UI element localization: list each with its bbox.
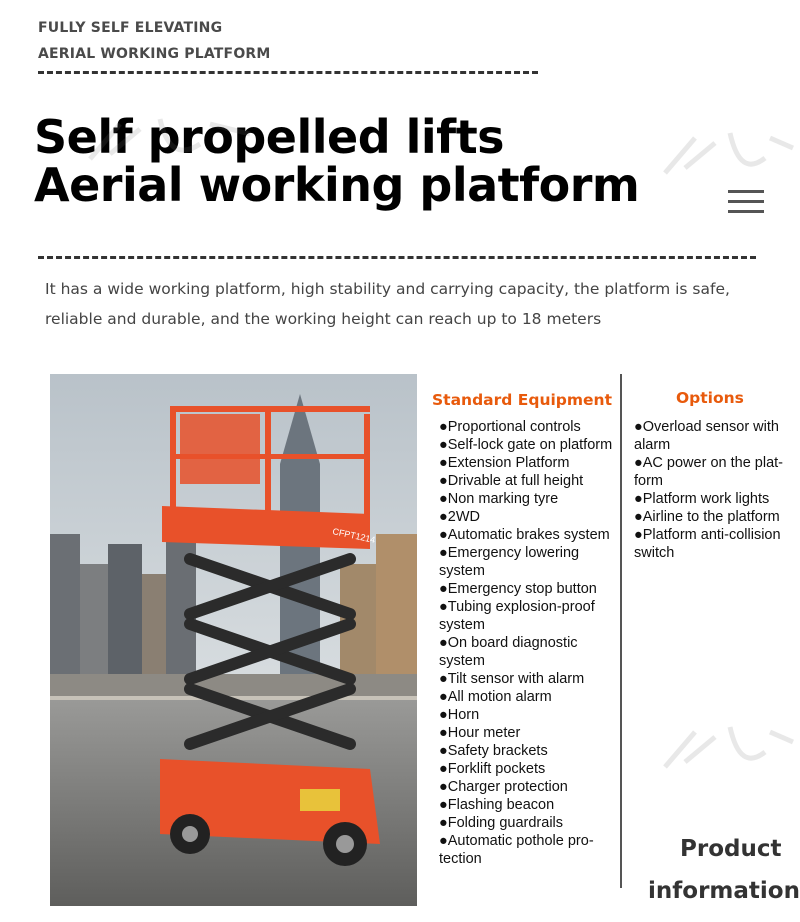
- list-item: ●Automatic pothole pro-: [439, 833, 594, 849]
- list-item: ●Airline to the platform: [634, 509, 780, 525]
- list-item: system: [439, 653, 485, 669]
- list-item: ●2WD: [439, 509, 480, 525]
- list-item: system: [439, 617, 485, 633]
- column-divider: [620, 374, 622, 888]
- header-divider: [38, 71, 538, 74]
- list-item: ●Horn: [439, 707, 480, 723]
- list-item: ●Proportional controls: [439, 419, 581, 435]
- list-item: ●Drivable at full height: [439, 473, 584, 489]
- list-item: switch: [634, 545, 675, 561]
- list-item: ●Forklift pockets: [439, 761, 546, 777]
- section-divider: [38, 256, 756, 259]
- list-item: ●On board diagnostic: [439, 635, 578, 651]
- watermark-logo: [655, 118, 795, 188]
- standard-equipment-title: Standard Equipment: [432, 391, 612, 409]
- list-item: ●Emergency lowering: [439, 545, 580, 561]
- list-item: ●Platform anti-collision: [634, 527, 781, 543]
- list-item: ●Non marking tyre: [439, 491, 559, 507]
- list-item: ●Emergency stop button: [439, 581, 597, 597]
- list-item: form: [634, 473, 663, 489]
- list-item: ●Automatic brakes system: [439, 527, 610, 543]
- subtitle-line-2: AERIAL WORKING PLATFORM: [38, 46, 271, 62]
- list-item: ●Platform work lights: [634, 491, 770, 507]
- footer-line-2: information: [648, 878, 800, 904]
- subtitle-line-1: FULLY SELF ELEVATING: [38, 20, 223, 36]
- options-list: [634, 418, 798, 562]
- list-item: ●Overload sensor with: [634, 419, 779, 435]
- list-item: ●Hour meter: [439, 725, 521, 741]
- product-photo: [50, 374, 417, 906]
- list-item: tection: [439, 851, 482, 867]
- list-item: ●Safety brackets: [439, 743, 548, 759]
- menu-icon[interactable]: [728, 190, 764, 216]
- list-item: ●Self-lock gate on platform: [439, 437, 613, 453]
- description-line-1: It has a wide working platform, high stability and carrying capacity, the platform is safe,: [45, 280, 730, 298]
- page-title-line-2: Aerial working platform: [34, 158, 640, 212]
- list-item: ●Tubing explosion-proof: [439, 599, 595, 615]
- page-title-line-1: Self propelled lifts: [34, 110, 505, 164]
- standard-equipment-list: [439, 418, 621, 868]
- list-item: alarm: [634, 437, 671, 453]
- platform-label: CFPT1214: [331, 526, 377, 546]
- list-item: ●Flashing beacon: [439, 797, 555, 813]
- list-item: system: [439, 563, 485, 579]
- footer-line-1: Product: [680, 836, 782, 862]
- watermark-logo: [80, 104, 260, 174]
- list-item: ●Charger protection: [439, 779, 568, 795]
- list-item: ●AC power on the plat-: [634, 455, 784, 471]
- list-item: ●All motion alarm: [439, 689, 552, 705]
- options-title: Options: [676, 389, 744, 407]
- scissor-lift-illustration: [50, 374, 417, 906]
- list-item: ●Folding guardrails: [439, 815, 564, 831]
- watermark-logo: [655, 712, 795, 782]
- list-item: ●Tilt sensor with alarm: [439, 671, 585, 687]
- description-line-2: reliable and durable, and the working height can reach up to 18 meters: [45, 310, 602, 328]
- list-item: ●Extension Platform: [439, 455, 570, 471]
